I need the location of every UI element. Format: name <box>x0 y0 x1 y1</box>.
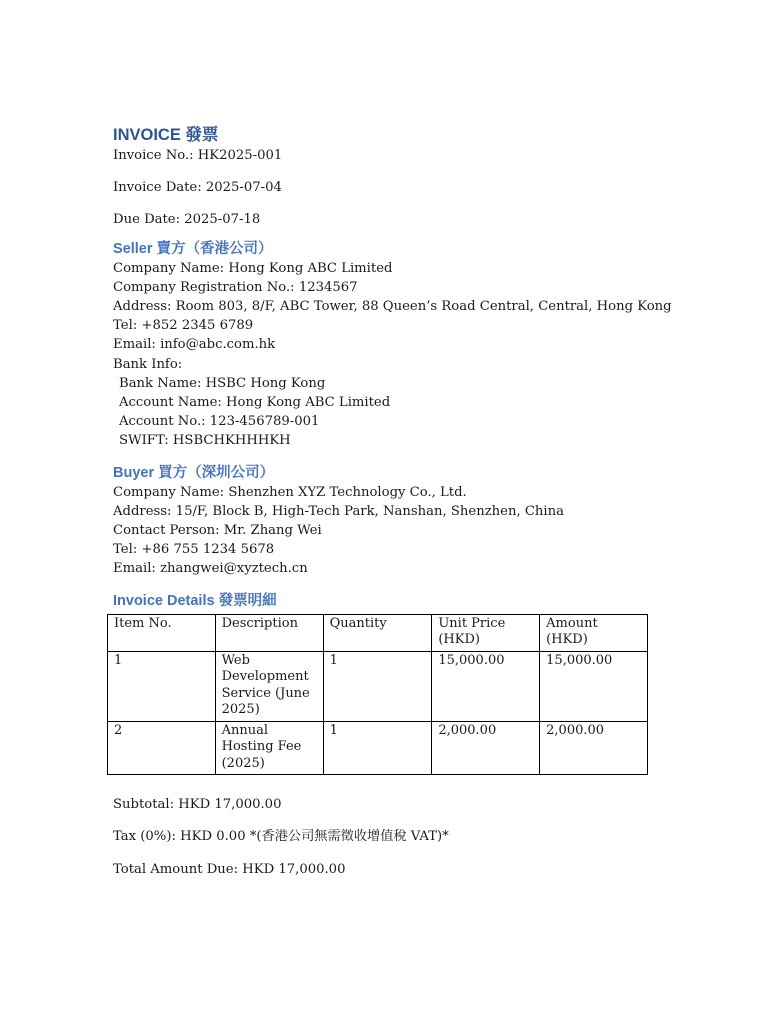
account-number: Account No.: 123-456789-001 <box>119 414 320 430</box>
seller-heading: Seller 賣方（香港公司） <box>113 240 273 257</box>
table-cell: 2,000.00 <box>432 721 540 775</box>
invoice-title: INVOICE 發票 <box>113 126 219 144</box>
invoice-items-table <box>107 614 648 776</box>
table-cell: 15,000.00 <box>432 651 540 721</box>
account-name: Account Name: Hong Kong ABC Limited <box>119 395 391 411</box>
bank-name: Bank Name: HSBC Hong Kong <box>119 375 326 391</box>
bank-info-label: Bank Info: <box>113 356 183 372</box>
seller-email: Email: info@abc.com.hk <box>113 337 276 353</box>
buyer-contact: Contact Person: Mr. Zhang Wei <box>113 523 322 539</box>
swift-code: SWIFT: HSBCHKHHHKH <box>119 433 291 449</box>
column-header: Quantity <box>323 614 432 651</box>
column-header: Amount (HKD) <box>540 614 648 651</box>
table-cell: 1 <box>323 651 432 721</box>
table-cell: 1 <box>108 651 216 721</box>
table-cell: 2,000.00 <box>540 721 648 775</box>
buyer-heading: Buyer 買方（深圳公司） <box>113 464 275 481</box>
seller-company: Company Name: Hong Kong ABC Limited <box>113 260 393 276</box>
seller-address: Address: Room 803, 8/F, ABC Tower, 88 Queen’s Road Central, Central, Hong Kong <box>113 299 672 315</box>
column-header: Item No. <box>108 614 216 651</box>
table-cell: Web Development Service (June 2025) <box>215 651 323 721</box>
table-cell: 15,000.00 <box>540 651 648 721</box>
column-header: Unit Price (HKD) <box>432 614 540 651</box>
seller-registration: Company Registration No.: 1234567 <box>113 279 358 295</box>
due-date: Due Date: 2025-07-18 <box>113 212 261 228</box>
column-header: Description <box>215 614 323 651</box>
subtotal: Subtotal: HKD 17,000.00 <box>113 797 282 813</box>
invoice-document <box>113 124 672 879</box>
seller-tel: Tel: +852 2345 6789 <box>113 318 254 334</box>
invoice-date: Invoice Date: 2025-07-04 <box>113 180 282 196</box>
buyer-email: Email: zhangwei@xyztech.cn <box>113 561 308 577</box>
invoice-number: Invoice No.: HK2025-001 <box>113 148 283 163</box>
table-row <box>108 721 648 775</box>
table-cell: Annual Hosting Fee (2025) <box>215 721 323 775</box>
table-row <box>108 651 648 721</box>
total-amount-due: Total Amount Due: HKD 17,000.00 <box>113 861 346 877</box>
table-cell: 2 <box>108 721 216 775</box>
tax: Tax (0%): HKD 0.00 *(香港公司無需徵收增值稅 VAT)* <box>113 829 449 845</box>
table-header-row <box>108 614 648 651</box>
details-heading: Invoice Details 發票明細 <box>113 592 277 609</box>
buyer-company: Company Name: Shenzhen XYZ Technology Co., Ltd. <box>113 484 467 500</box>
buyer-tel: Tel: +86 755 1234 5678 <box>113 542 275 558</box>
buyer-address: Address: 15/F, Block B, High-Tech Park, Nanshan, Shenzhen, China <box>113 503 564 519</box>
table-cell: 1 <box>323 721 432 775</box>
